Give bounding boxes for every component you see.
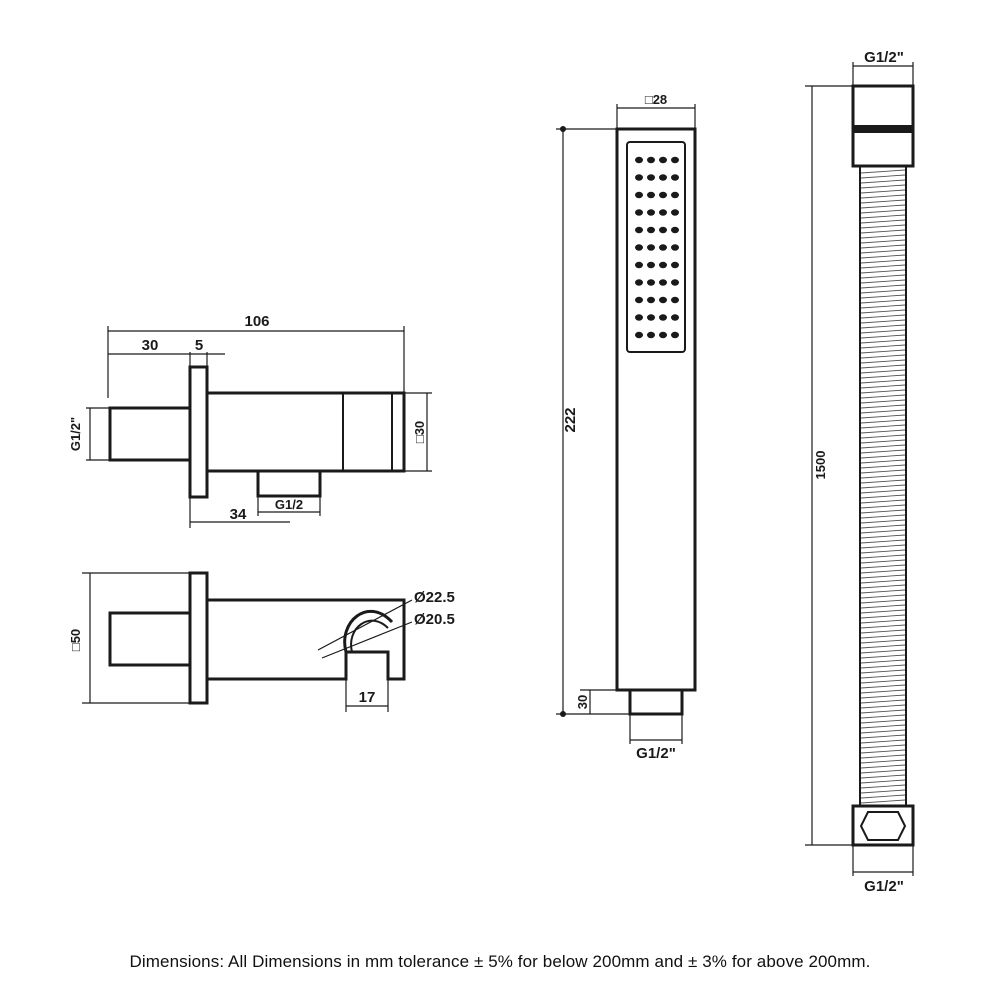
nozzle-dot bbox=[647, 192, 655, 198]
hose-rib bbox=[861, 450, 905, 453]
hose-rib bbox=[861, 510, 905, 513]
hose-rib bbox=[861, 245, 905, 248]
nozzle-dot bbox=[671, 314, 679, 320]
nozzle-dot bbox=[659, 209, 667, 215]
hose-rib bbox=[861, 730, 905, 733]
hose-rib bbox=[861, 650, 905, 653]
hose-rib bbox=[861, 365, 905, 368]
hose-rib bbox=[861, 625, 905, 628]
hose-rib bbox=[861, 475, 905, 478]
dim-hose-length: 1500 bbox=[813, 450, 828, 480]
hose-rib bbox=[861, 500, 905, 503]
nozzle-dot bbox=[659, 332, 667, 338]
hose-rib bbox=[861, 610, 905, 613]
hose-rib bbox=[861, 685, 905, 688]
nozzle-dot bbox=[635, 279, 643, 285]
hose-rib bbox=[861, 725, 905, 728]
hose-ribs bbox=[861, 170, 905, 803]
hose-rib bbox=[861, 545, 905, 548]
hose-rib bbox=[861, 220, 905, 223]
hose-rib bbox=[861, 185, 905, 188]
nozzle-dot bbox=[647, 297, 655, 303]
hose-rib bbox=[861, 670, 905, 673]
hose-rib bbox=[861, 615, 905, 618]
hose-rib bbox=[861, 360, 905, 363]
hose-rib bbox=[861, 695, 905, 698]
dim-height-30: □30 bbox=[412, 420, 427, 444]
nozzle-dot bbox=[647, 314, 655, 320]
nozzle-dot bbox=[635, 332, 643, 338]
hose-rib bbox=[861, 175, 905, 178]
hose-rib bbox=[861, 485, 905, 488]
hose-rib bbox=[861, 675, 905, 678]
hose-rib bbox=[861, 395, 905, 398]
dim-endpoint-dot bbox=[560, 711, 566, 717]
hose-rib bbox=[861, 205, 905, 208]
hose-rib bbox=[861, 735, 905, 738]
hose-rib bbox=[861, 755, 905, 758]
nozzle-dot bbox=[647, 174, 655, 180]
nozzle-dot bbox=[647, 209, 655, 215]
hose-rib bbox=[861, 570, 905, 573]
hose-rib bbox=[861, 720, 905, 723]
hose-rib bbox=[861, 710, 905, 713]
hose-rib bbox=[861, 795, 905, 798]
nozzle-dot bbox=[647, 244, 655, 250]
nozzle-dot bbox=[659, 279, 667, 285]
dim-length-222: 222 bbox=[562, 407, 579, 433]
dim-thread-out: G1/2 bbox=[274, 497, 304, 512]
nozzle-dot bbox=[659, 157, 667, 163]
hose-rib bbox=[861, 425, 905, 428]
nozzle-dot bbox=[659, 262, 667, 268]
nozzle-dot bbox=[671, 157, 679, 163]
hose-rib bbox=[861, 580, 905, 583]
nozzle-dot bbox=[635, 314, 643, 320]
nozzle-grid bbox=[635, 157, 679, 338]
hose-seal-ring bbox=[853, 125, 913, 133]
hose-rib bbox=[861, 705, 905, 708]
nozzle-dot bbox=[659, 244, 667, 250]
hose-rib bbox=[861, 390, 905, 393]
dim-plate-50: □50 bbox=[68, 628, 83, 652]
hand-shower-drawing bbox=[556, 92, 695, 762]
nozzle-dot bbox=[671, 262, 679, 268]
hose-rib bbox=[861, 700, 905, 703]
hose-rib bbox=[861, 800, 905, 803]
hose-rib bbox=[861, 790, 905, 793]
hose-rib bbox=[861, 200, 905, 203]
hose-rib bbox=[861, 265, 905, 268]
hose-rib bbox=[861, 620, 905, 623]
hose-rib bbox=[861, 235, 905, 238]
nozzle-dot bbox=[647, 157, 655, 163]
hose-rib bbox=[861, 515, 905, 518]
hose-rib bbox=[861, 750, 905, 753]
dim-cradle-17: 17 bbox=[358, 689, 376, 706]
nozzle-dot bbox=[659, 227, 667, 233]
nozzle-dot bbox=[635, 192, 643, 198]
hose-rib bbox=[861, 745, 905, 748]
hose-rib bbox=[861, 190, 905, 193]
hose-rib bbox=[861, 600, 905, 603]
hose-rib bbox=[861, 690, 905, 693]
hose-rib bbox=[861, 320, 905, 323]
hose-rib bbox=[861, 680, 905, 683]
hose-rib bbox=[861, 550, 905, 553]
hose-rib bbox=[861, 250, 905, 253]
dim-width-28: □28 bbox=[644, 92, 668, 107]
dim-thread-shower: G1/2" bbox=[636, 745, 676, 762]
hose-rib bbox=[861, 440, 905, 443]
hose-rib bbox=[861, 495, 905, 498]
hose-rib bbox=[861, 215, 905, 218]
dim-outer-diameter: Ø22.5 bbox=[414, 589, 455, 606]
nozzle-dot bbox=[647, 332, 655, 338]
hose-rib bbox=[861, 405, 905, 408]
hose-rib bbox=[861, 445, 905, 448]
hose-rib bbox=[861, 295, 905, 298]
hose-rib bbox=[861, 530, 905, 533]
hose-rib bbox=[861, 780, 905, 783]
hose-rib bbox=[861, 290, 905, 293]
hose-rib bbox=[861, 345, 905, 348]
hose-rib bbox=[861, 335, 905, 338]
hose-rib bbox=[861, 385, 905, 388]
nozzle-dot bbox=[647, 262, 655, 268]
nozzle-dot bbox=[671, 174, 679, 180]
hose-rib bbox=[861, 180, 905, 183]
hose-rib bbox=[861, 350, 905, 353]
hose-rib bbox=[861, 300, 905, 303]
hose-rib bbox=[861, 630, 905, 633]
nozzle-dot bbox=[635, 209, 643, 215]
hose-rib bbox=[861, 330, 905, 333]
nozzle-dot bbox=[659, 192, 667, 198]
hose-rib bbox=[861, 635, 905, 638]
hose-rib bbox=[861, 470, 905, 473]
hose-rib bbox=[861, 665, 905, 668]
dim-spigot-30: 30 bbox=[141, 337, 159, 354]
hose-rib bbox=[861, 655, 905, 658]
wall-outlet-drawing bbox=[68, 313, 432, 528]
nozzle-dot bbox=[671, 192, 679, 198]
hose-rib bbox=[861, 275, 905, 278]
nozzle-dot bbox=[635, 262, 643, 268]
hose-rib bbox=[861, 775, 905, 778]
nozzle-dot bbox=[635, 227, 643, 233]
hose-rib bbox=[861, 460, 905, 463]
nozzle-dot bbox=[659, 314, 667, 320]
hose-rib bbox=[861, 305, 905, 308]
hose-rib bbox=[861, 230, 905, 233]
hose-rib bbox=[861, 525, 905, 528]
dim-endpoint-dot bbox=[560, 126, 566, 132]
hose-rib bbox=[861, 560, 905, 563]
hose-rib bbox=[861, 340, 905, 343]
hose-rib bbox=[861, 785, 905, 788]
hose-rib bbox=[861, 375, 905, 378]
hose-rib bbox=[861, 765, 905, 768]
hose-rib bbox=[861, 605, 905, 608]
hose-rib bbox=[861, 325, 905, 328]
hose-rib bbox=[861, 715, 905, 718]
hose-rib bbox=[861, 280, 905, 283]
dimensions-caption: Dimensions: All Dimensions in mm tolerance ± 5% for below 200mm and ± 3% for above 200mm. bbox=[129, 952, 871, 971]
nozzle-dot bbox=[671, 209, 679, 215]
dim-thread-top: G1/2" bbox=[864, 49, 904, 66]
hose-rib bbox=[861, 210, 905, 213]
nozzle-dot bbox=[647, 279, 655, 285]
holder-drawing bbox=[68, 573, 455, 712]
nozzle-dot bbox=[671, 279, 679, 285]
hose-rib bbox=[861, 420, 905, 423]
hose-drawing bbox=[805, 49, 913, 895]
hose-rib bbox=[861, 555, 905, 558]
hose-rib bbox=[861, 255, 905, 258]
hose-rib bbox=[861, 310, 905, 313]
hose-rib bbox=[861, 195, 905, 198]
hose-rib bbox=[861, 535, 905, 538]
hose-rib bbox=[861, 430, 905, 433]
hose-rib bbox=[861, 770, 905, 773]
hose-rib bbox=[861, 400, 905, 403]
dim-inner-diameter: Ø20.5 bbox=[414, 611, 455, 628]
hose-rib bbox=[861, 380, 905, 383]
hose-rib bbox=[861, 740, 905, 743]
hose-rib bbox=[861, 760, 905, 763]
hose-rib bbox=[861, 370, 905, 373]
hose-rib bbox=[861, 565, 905, 568]
hose-rib bbox=[861, 490, 905, 493]
nozzle-dot bbox=[659, 174, 667, 180]
nozzle-dot bbox=[647, 227, 655, 233]
dim-connector-30: 30 bbox=[575, 694, 590, 710]
nozzle-dot bbox=[635, 174, 643, 180]
nozzle-dot bbox=[671, 332, 679, 338]
dim-plate-5: 5 bbox=[194, 337, 204, 354]
nozzle-dot bbox=[635, 297, 643, 303]
hose-rib bbox=[861, 595, 905, 598]
hose-rib bbox=[861, 170, 905, 173]
hose-rib bbox=[861, 225, 905, 228]
hose-rib bbox=[861, 590, 905, 593]
nozzle-dot bbox=[659, 297, 667, 303]
hose-rib bbox=[861, 260, 905, 263]
hose-rib bbox=[861, 435, 905, 438]
dim-thread-in: G1/2" bbox=[68, 416, 83, 452]
nozzle-dot bbox=[635, 157, 643, 163]
dim-overall-106: 106 bbox=[244, 313, 270, 330]
hose-rib bbox=[861, 355, 905, 358]
hose-rib bbox=[861, 640, 905, 643]
hose-rib bbox=[861, 480, 905, 483]
hose-rib bbox=[861, 575, 905, 578]
hose-rib bbox=[861, 455, 905, 458]
hose-rib bbox=[861, 285, 905, 288]
dim-outlet-offset-34: 34 bbox=[229, 506, 247, 523]
dim-thread-bottom: G1/2" bbox=[864, 878, 904, 895]
hose-rib bbox=[861, 415, 905, 418]
hose-rib bbox=[861, 240, 905, 243]
nozzle-dot bbox=[671, 227, 679, 233]
hose-rib bbox=[861, 270, 905, 273]
nozzle-dot bbox=[671, 244, 679, 250]
hose-rib bbox=[861, 540, 905, 543]
hose-rib bbox=[861, 660, 905, 663]
hose-rib bbox=[861, 410, 905, 413]
hose-rib bbox=[861, 315, 905, 318]
hose-rib bbox=[861, 585, 905, 588]
hose-rib bbox=[861, 465, 905, 468]
hose-rib bbox=[861, 645, 905, 648]
hose-rib bbox=[861, 520, 905, 523]
hose-rib bbox=[861, 505, 905, 508]
nozzle-dot bbox=[635, 244, 643, 250]
nozzle-dot bbox=[671, 297, 679, 303]
